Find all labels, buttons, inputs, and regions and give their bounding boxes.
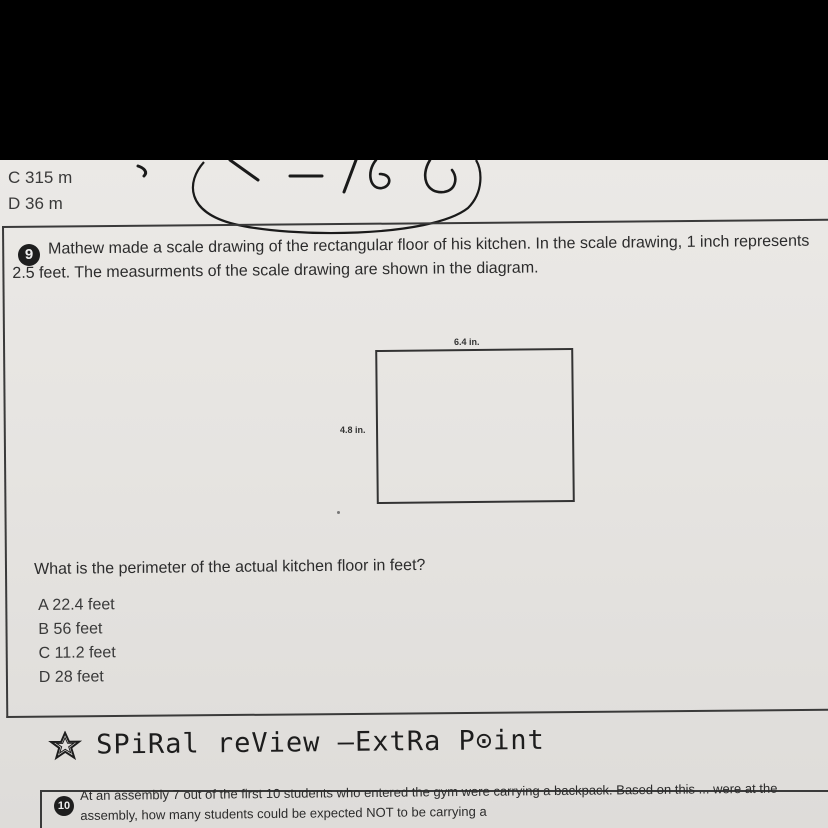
diagram-width-label: 6.4 in.: [454, 337, 480, 347]
worksheet-page: [0, 160, 828, 828]
question-9-prompt: Mathew made a scale drawing of the rectangular floor of his kitchen. In the scale drawing, 1 inch represents 2.5 feet. The measurments of the scale drawing are shown in the diagram.: [12, 232, 810, 282]
spiral-review-heading: [48, 725, 545, 761]
diagram-height-label: 4.8 in.: [340, 425, 366, 435]
spiral-review-title: SPiRal reView –ExtRa P⊙int: [95, 724, 545, 761]
choice-a[interactable]: A 22.4 feet: [38, 596, 115, 614]
question-10-text: At an assembly 7 out of the first 10 students who entered the gym were carrying a backpack. Based on this ... were at the assembly, how many students could be expected NOT to be carrying a: [80, 780, 778, 823]
question-number-badge: 9: [18, 244, 40, 266]
star-icon: [48, 730, 82, 760]
previous-choice-d: D 36 m: [8, 194, 63, 213]
previous-choice-c: C 315 m: [8, 168, 73, 187]
choice-b[interactable]: B 56 feet: [38, 620, 103, 638]
choice-d[interactable]: D 28 feet: [38, 668, 104, 686]
answer-choices: [38, 593, 116, 690]
question-9-question: What is the perimeter of the actual kitchen floor in feet?: [34, 556, 426, 578]
choice-c[interactable]: C 11.2 feet: [38, 644, 116, 662]
question-10-badge: 10: [54, 796, 74, 816]
stray-mark: [337, 511, 340, 514]
scale-drawing-rectangle: [375, 348, 575, 504]
